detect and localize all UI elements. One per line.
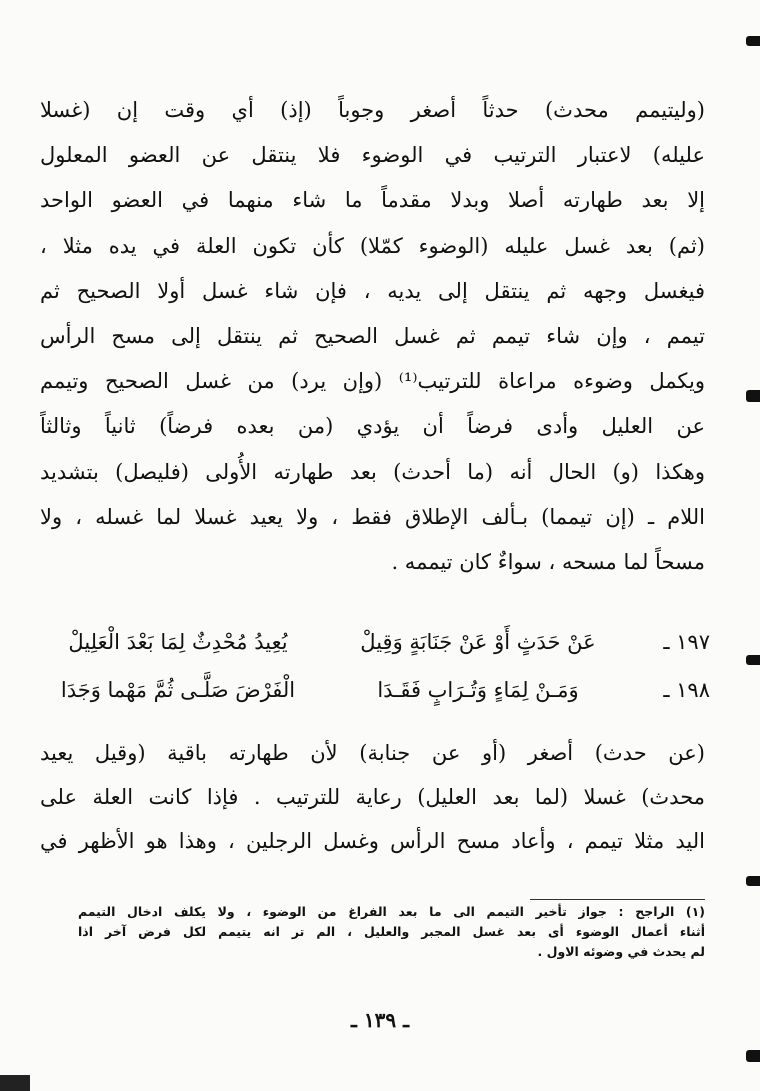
text-line: (ثم) بعد غسل عليله (الوضوء كمّلا) كأن تكون العلة في يده مثلا ، <box>40 233 705 258</box>
verse-197 <box>28 618 710 666</box>
footnote-line: لم يحدث في وضوئه الاول . <box>537 944 705 959</box>
text-line: اليد مثلا تيمم ، وأعاد مسح الرأس وغسل الرجلين ، وهذا هو الأظهر في <box>40 829 705 853</box>
text-line: فيغسل وجهه ثم ينتقل إلى يديه ، فإن شاء غسل أولا الصحيح ثم <box>40 278 705 303</box>
text-line: مسحاً لما مسحه ، سواءٌ كان تيممه . <box>391 549 705 574</box>
text-line: (عن حدث) أصغر (أو عن جنابة) لأن طهارته باقية (وقيل يعيد <box>40 741 705 765</box>
text-line: ويكمل وضوءه مراعاة للترتيب⁽¹⁾ (وإن يرد) من غسل الصحيح وتيمم <box>40 369 705 394</box>
footnote-separator <box>530 899 705 900</box>
scan-edge-mark <box>746 390 760 402</box>
text-line: إلا بعد طهارته أصلا وبدلا مقدماً ما شاء منهما في العضو الواحد <box>40 188 705 213</box>
scan-edge-mark <box>746 1050 760 1062</box>
scan-edge-mark <box>0 1075 30 1091</box>
text-line: عن العليل وأدى فرضاً أن يؤدي (من بعده فرضاً) ثانياً وثالثاً <box>40 414 705 439</box>
scan-edge-mark <box>746 876 760 886</box>
footnote <box>78 902 705 962</box>
text-line: عليله) لاعتبار الترتيب في الوضوء فلا ينتقل عن العضو المعلول <box>40 143 705 168</box>
footnote-line: (١) الراجح : جواز تأخير التيمم الى ما بعد الفراغ من الوضوء ، ولا يكلف ادخال التيمم <box>78 904 705 919</box>
verse-first-hemistich: وَمَـنْ لِمَاءٍ وَتُـرَابٍ فَقَـدَا <box>377 678 579 702</box>
text-line: محدث) غسلا (لما بعد العليل) رعاية للترتيب . فإذا كانت العلة على <box>40 785 705 809</box>
poem-verses <box>28 618 710 714</box>
verse-second-hemistich: الْفَرْضَ صَلَّـى ثُمَّ مَهْما وَجَدَا <box>60 678 296 702</box>
verse-number: ١٩٧ ـ <box>663 630 710 654</box>
text-line: (وليتيمم محدث) حدثاً أصغر وجوباً (إذ) أي وقت إن (غسلا <box>40 98 705 122</box>
verse-second-hemistich: يُعِيدُ مُحْدِثٌ لِمَا بَعْدَ الْعَلِيلْ <box>68 630 288 654</box>
scan-edge-mark <box>746 655 760 665</box>
footnote-line: أثناء أعمال الوضوء أى بعد غسل المجبر والعليل ، الم تر انه يتيمم لكل فرض آخر اذا <box>78 924 705 939</box>
paragraph-commentary-1 <box>40 88 705 585</box>
verse-198 <box>28 666 710 714</box>
text-line: تيمم ، وإن شاء تيمم ثم غسل الصحيح ثم ينتقل إلى مسح الرأس <box>40 323 705 348</box>
page-number: ـ ١٣٩ ـ <box>351 1008 409 1032</box>
scan-edge-mark <box>746 36 760 46</box>
verse-first-hemistich: عَنْ حَدَثٍ أَوْ عَنْ جَنَابَةٍ وَقِيلْ <box>360 630 596 654</box>
text-line: اللام ـ (إن تيمما) بـألف الإطلاق فقط ، ولا يعيد غسلا لما غسله ، ولا <box>40 504 705 529</box>
text-line: وهكذا (و) الحال أنه (ما أحدث) بعد طهارته الأُولى (فليصل) بتشديد <box>40 459 705 484</box>
verse-number: ١٩٨ ـ <box>663 678 710 702</box>
paragraph-commentary-2 <box>40 731 705 863</box>
